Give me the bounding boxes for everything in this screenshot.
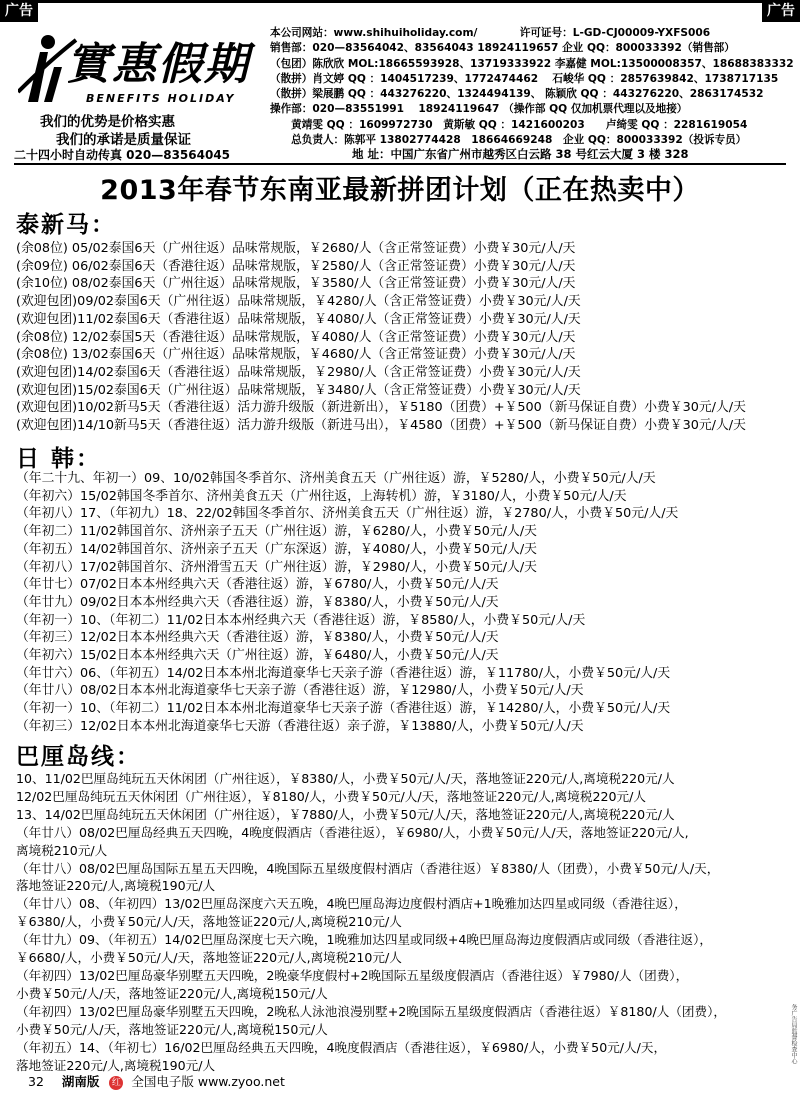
ad-tag-right: 广告 <box>762 0 800 22</box>
slogan-advantage: 我们的优势是价格实惠 <box>40 114 175 130</box>
list-item: （年初一）10、（年初二）11/02日本本州北海道豪华七天亲子游（香港往返）游，￥14280/人，小费￥50元/人/天 <box>16 701 671 717</box>
contact-line: 本公司网站：www.shihuiholiday.com/ 许可证号：L-GD-CJ00009-YXFS006 <box>270 27 711 39</box>
list-item: （年廿八）08/02日本本州北海道豪华七天亲子游（香港往返）游，￥12980/人，小费￥50元/人/天 <box>16 683 584 699</box>
list-item: (欢迎包团)14/02泰国6天（香港往返）品味常规版，￥2980/人（含正常签证费）小费￥30元/人/天 <box>16 364 581 380</box>
list-item: （年廿六）06、（年初五）14/02日本本州北海道豪华七天亲子游（香港往返）游，￥11780/人，小费￥50元/人/天 <box>16 665 671 681</box>
list-item: （年廿七）07/02日本本州经典六天（香港往返）游，￥6780/人，小费￥50元/人/天 <box>16 577 499 593</box>
list-item: （年廿九）09、（年初五）14/02巴厘岛深度七天六晚，1晚雅加达四星或同级+4晚巴厘岛海边度假酒店或同级（香港往返）， <box>16 932 712 948</box>
list-item: （年初四）13/02巴厘岛豪华别墅五天四晚，2晚豪华度假村+2晚国际五星级度假酒店（香港往返）￥7980/人（团费）， <box>16 967 689 983</box>
section-heading-japan-korea: 日 韩： <box>16 446 102 472</box>
list-item: ￥6680/人，小费￥50元/人/天，落地签证220元/人,离境税210元/人 <box>16 950 402 966</box>
ad-tag-left: 广告 <box>0 0 38 22</box>
list-item: (余08位) 12/02泰国5天（香港往返）品味常规版，￥4080/人（含正常签证费）小费￥30元/人/天 <box>16 329 576 345</box>
contact-line: （散拼）梁展鹏 QQ ：443276220、1324494139、 陈颖欣 QQ ：443276220、2863174532 <box>270 88 764 101</box>
list-item: （年初八）17、（年初九）18、22/02韩国冬季首尔、济州美食五天（广州往返）游，￥2780/人，小费￥50元/人/天 <box>16 506 679 522</box>
contact-line: （包团）陈欣欣 MOL:18665593928、13719333922 李嘉健 MOL:13500008357、18688383332 <box>270 57 794 70</box>
section-heading-thai: 泰新马： <box>16 212 116 238</box>
list-item: （年廿八）08/02巴厘岛经典五天四晚，4晚度假酒店（香港往返），￥6980/人，小费￥50元/人/天，落地签证220元/人, <box>16 824 689 840</box>
list-item: (余08位) 13/02泰国6天（广州往返）品味常规版，￥4680/人（含正常签证费）小费￥30元/人/天 <box>16 347 576 363</box>
slogan-promise: 我们的承诺是质量保证 <box>56 132 191 148</box>
contact-line: 销售部：020—83564042、83564043 18924119657 企业 QQ：800033392（销售部） <box>270 42 735 55</box>
list-item: （年二十九、年初一）09、10/02韩国冬季首尔、济州美食五天（广州往返）游，￥5280/人，小费￥50元/人/天 <box>16 471 656 486</box>
list-item: （年廿八）08、（年初四）13/02巴厘岛深度六天五晚，4晚巴厘岛海边度假村酒店+1晚雅加达四星或同级（香港往返）， <box>16 896 687 912</box>
list-item: （年初五）14/02韩国首尔、济州亲子五天（广东深返）游，￥4080/人，小费￥50元/人/天 <box>16 541 537 557</box>
list-item: 离境税210元/人 <box>16 842 108 858</box>
contact-block <box>270 26 798 148</box>
list-item: 落地签证220元/人,离境税190元/人 <box>16 878 216 894</box>
page-number: 32 <box>28 1074 44 1089</box>
list-item: (余09位) 06/02泰国6天（香港往返）品味常规版，￥2580/人（含正常签证费）小费￥30元/人/天 <box>16 258 576 274</box>
list-item: (欢迎包团)11/02泰国6天（香港往返）品味常规版，￥4080/人（含正常签证费）小费￥30元/人/天 <box>16 311 581 327</box>
edition-badge-icon: 红 <box>109 1076 123 1090</box>
list-item: (欢迎包团)14/10新马5天（香港往返）活力游升级版（新进马出），￥4580（团费）+￥500（新马保证自费）小费￥30元/人/天 <box>16 418 746 434</box>
list-item: （年初六）15/02日本本州经典六天（广州往返）游，￥6480/人，小费￥50元/人/天 <box>16 648 499 664</box>
list-item: 落地签证220元/人,离境税190元/人 <box>16 1057 216 1073</box>
list-item: （年初六）15/02韩国冬季首尔、济州美食五天（广州往返，上海转机）游，￥3180/人，小费￥50元/人/天 <box>16 488 627 504</box>
contact-line: （散拼）肖文婷 QQ ：1404517239、1772474462 石峻华 QQ ：2857639842、1738717135 <box>270 72 779 85</box>
header-divider <box>14 163 786 165</box>
list-item: 小费￥50元/人/天，落地签证220元/人,离境税150元/人 <box>16 1021 328 1037</box>
list-item: （年廿九）09/02日本本州经典六天（香港往返）游，￥8380/人，小费￥50元/人/天 <box>16 594 499 610</box>
list-item: (余10位) 08/02泰国6天（广州往返）品味常规版，￥3580/人（含正常签证费）小费￥30元/人/天 <box>16 276 576 292</box>
list-item: （年初四）13/02巴厘岛豪华别墅五天四晚，2晚私人泳池浪漫别墅+2晚国际五星级度假酒店（香港往返）￥8180/人（团费）， <box>16 1003 726 1019</box>
list-item: （年初三）12/02日本本州北海道豪华七天游（香港往返）亲子游，￥13880/人，小费￥50元/人/天 <box>16 718 584 734</box>
section-heading-bali: 巴厘岛线： <box>16 744 141 770</box>
list-item: （年初三）12/02日本本州经典六天（香港往返）游，￥8380/人，小费￥50元/人/天 <box>16 630 499 646</box>
logo-chinese-name: 實惠假期 <box>66 39 250 90</box>
list-item: (欢迎包团)10/02新马5天（香港往返）活力游升级版（新进新出），￥5180（团费）+￥500（新马保证自费）小费￥30元/人/天 <box>16 400 746 416</box>
page-title: 2013年春节东南亚最新拼团计划（正在热卖中） <box>100 175 700 206</box>
list-item: （年初五）14、（年初七）16/02巴厘岛经典五天四晚，4晚度假酒店（香港往返），￥6980/人，小费￥50元/人/天， <box>16 1039 667 1055</box>
japan-korea-list <box>16 470 786 736</box>
side-note: 务广告局监督检查中心 <box>790 1004 797 1064</box>
list-item: 12/02巴厘岛纯玩五天休闲团（广州往返），￥8180/人，小费￥50元/人/天，落地签证220元/人,离境税220元/人 <box>16 788 646 804</box>
list-item: (余08位) 05/02泰国6天（广州往返）品味常规版，￥2680/人（含正常签证费）小费￥30元/人/天 <box>16 241 576 256</box>
fax-line: 二十四小时自动传真 020—83564045 <box>14 148 231 162</box>
list-item: (欢迎包团)15/02泰国6天（广州往返）品味常规版，￥3480/人（含正常签证费）小费￥30元/人/天 <box>16 382 581 398</box>
list-item: 10、11/02巴厘岛纯玩五天休闲团（广州往返），￥8380/人，小费￥50元/人/天，落地签证220元/人,离境税220元/人 <box>16 771 675 786</box>
list-item: （年初一）10、（年初二）11/02日本本州经典六天（香港往返）游，￥8580/人，小费￥50元/人/天 <box>16 612 586 628</box>
contact-line: 总负责人：陈郭平 13802774428 18664669248 企业 QQ：800033392（投诉专员） <box>270 134 747 147</box>
contact-line: 操作部：020—83551991 18924119647 （操作部 QQ 仅加机票代理以及地接） <box>270 103 688 116</box>
top-border <box>0 0 800 3</box>
contact-line: 黄靖雯 QQ ：1609972730 黄斯敏 QQ ：1421600203 卢绮雯 QQ ：2281619054 <box>270 118 748 131</box>
page-footer <box>28 1072 285 1090</box>
list-item: ￥6380/人，小费￥50元/人/天，落地签证220元/人,离境税210元/人 <box>16 914 402 930</box>
list-item: (欢迎包团)09/02泰国6天（广州往返）品味常规版，￥4280/人（含正常签证费）小费￥30元/人/天 <box>16 294 581 310</box>
list-item: （年初二）11/02韩国首尔、济州亲子五天（广州往返）游，￥6280/人，小费￥50元/人/天 <box>16 524 537 540</box>
bali-list <box>16 770 786 1074</box>
thai-list <box>16 240 786 435</box>
address-line: 地 址：中国广东省广州市越秀区白云路 38 号红云大厦 3 楼 328 <box>352 147 689 161</box>
list-item: 13、14/02巴厘岛纯玩五天休闲团（广州往返），￥7880/人，小费￥50元/人/天，落地签证220元/人,离境税220元/人 <box>16 806 675 822</box>
edition-label: 湖南版 <box>61 1074 100 1089</box>
footer-website: 全国电子版 www.zyoo.net <box>131 1074 285 1089</box>
list-item: （年初八）17/02韩国首尔、济州滑雪五天（广州往返）游，￥2980/人，小费￥50元/人/天 <box>16 559 537 575</box>
list-item: （年廿八）08/02巴厘岛国际五星五天四晚，4晚国际五星级度假村酒店（香港往返）￥8380/人（团费），小费￥50元/人/天， <box>16 860 720 876</box>
list-item: 小费￥50元/人/天，落地签证220元/人,离境税150元/人 <box>16 985 328 1001</box>
logo-english-name: BENEFITS HOLIDAY <box>86 92 236 105</box>
